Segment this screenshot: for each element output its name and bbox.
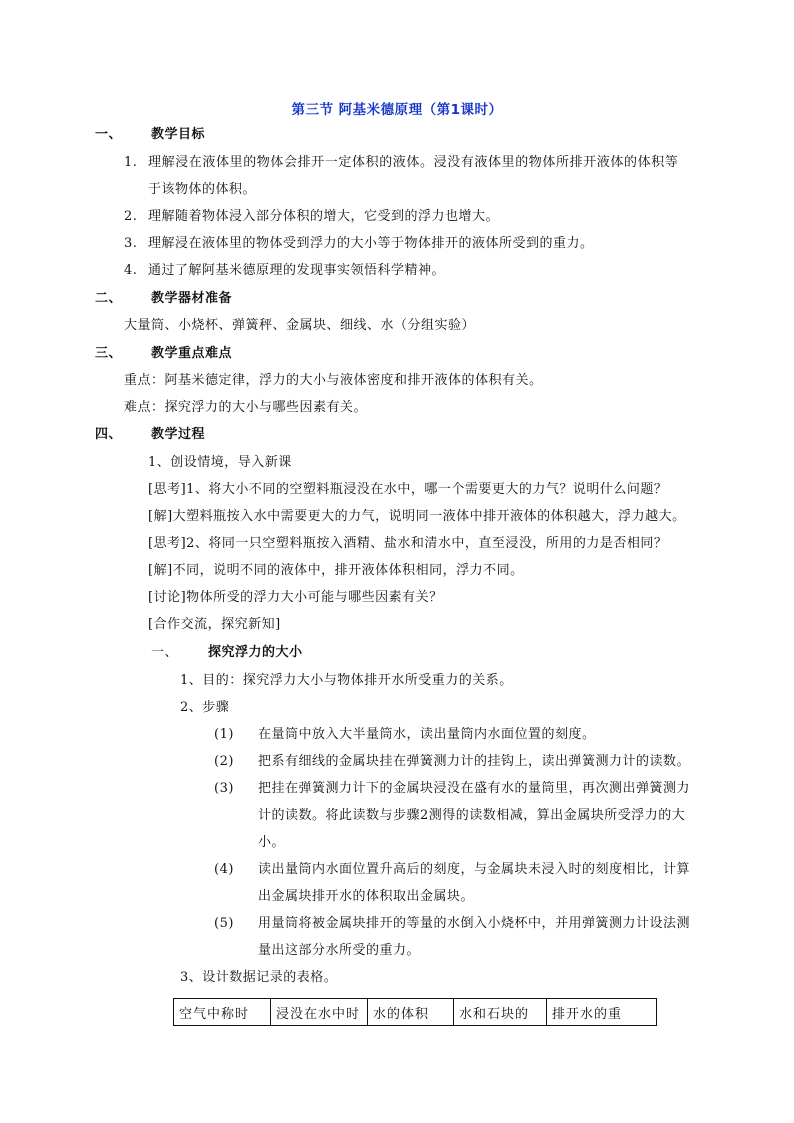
goal-3-text: 理解浸在液体里的物体受到浮力的大小等于物体排开的液体所受到的重力。	[148, 236, 594, 251]
goal-2-number: 2.	[124, 209, 138, 224]
goal-4-number: 4.	[124, 263, 138, 278]
section4-heading: 教学过程	[151, 427, 206, 442]
step-5-text-cont: 量出这部分水所受的重力。	[258, 943, 421, 958]
cooperation-heading: [合作交流，探究新知]	[148, 617, 281, 632]
subsection-number: 一、	[151, 645, 179, 660]
section4-number: 四、	[95, 427, 123, 442]
table-header-cell: 水和石块的	[454, 999, 547, 1026]
table-header-row	[174, 999, 657, 1026]
section2-heading: 教学器材准备	[151, 291, 233, 306]
table-header-cell: 空气中称时	[174, 999, 271, 1026]
think-question-1: [思考]1、将大小不同的空塑料瓶浸没在水中，哪一个需要更大的力气？说明什么问题？	[148, 482, 668, 497]
step-3-number: (3)	[214, 781, 234, 796]
goal-4-text: 通过了解阿基米德原理的发现事实领悟科学精神。	[148, 263, 446, 278]
experiment-purpose: 1、目的：探究浮力大小与物体排开水所受重力的关系。	[180, 673, 513, 688]
process-intro: 1、创设情境，导入新课	[148, 455, 292, 470]
goal-1-text-cont: 于该物体的体积。	[148, 182, 257, 197]
subsection-heading: 探究浮力的大小	[208, 645, 303, 660]
table-label: 3、设计数据记录的表格。	[180, 970, 338, 985]
step-3-text-end: 小。	[258, 835, 286, 850]
goal-1-text: 理解浸在液体里的物体会排开一定体积的液体。浸没有液体里的物体所排开液体的体积等	[148, 155, 679, 170]
step-4-text-cont: 出金属块排开水的体积取出金属块。	[258, 889, 475, 904]
section3-number: 三、	[95, 346, 123, 361]
section2-number: 二、	[95, 291, 123, 306]
step-5-number: (5)	[214, 916, 234, 931]
step-2-text: 把系有细线的金属块挂在弹簧测力计的挂钩上，读出弹簧测力计的读数。	[258, 754, 691, 769]
step-4-number: (4)	[214, 862, 234, 877]
step-1-number: (1)	[214, 727, 234, 742]
step-1-text: 在量筒中放入大半量筒水，读出量筒内水面位置的刻度。	[258, 727, 596, 742]
section3-heading: 教学重点难点	[151, 346, 233, 361]
goal-1-number: 1.	[124, 155, 138, 170]
step-4-text: 读出量筒内水面位置升高后的刻度，与金属块未浸入时的刻度相比，计算	[258, 862, 691, 877]
step-5-text: 用量筒将被金属块排开的等量的水倒入小烧杯中，并用弹簧测力计设法测	[258, 916, 691, 931]
steps-label: 2、步骤	[180, 700, 230, 715]
table-header-cell: 水的体积	[368, 999, 454, 1026]
answer-2: [解]不同，说明不同的液体中，排开液体体积相同，浮力不同。	[148, 563, 524, 578]
difficult-point: 难点：探究浮力的大小与哪些因素有关。	[124, 400, 368, 415]
answer-1: [解]大塑料瓶按入水中需要更大的力气，说明同一液体中排开液体的体积越大，浮力越大。	[148, 509, 686, 524]
data-record-table	[173, 998, 657, 1026]
goal-2-text: 理解随着物体浸入部分体积的增大，它受到的浮力也增大。	[148, 209, 500, 224]
step-2-number: (2)	[214, 754, 234, 769]
equipment-list: 大量筒、小烧杯、弹簧秤、金属块、细线、水（分组实验）	[124, 318, 476, 333]
think-question-2: [思考]2、将同一只空塑料瓶按入酒精、盐水和清水中，直至浸没，所用的力是否相同？	[148, 536, 668, 551]
step-3-text: 把挂在弹簧测力计下的金属块浸没在盛有水的量筒里，再次测出弹簧测力	[258, 781, 691, 796]
table-header-cell: 排开水的重	[547, 999, 657, 1026]
key-point: 重点：阿基米德定律，浮力的大小与液体密度和排开液体的体积有关。	[124, 373, 543, 388]
page-title: 第三节 阿基米德原理（第1课时）	[291, 102, 503, 118]
table-header-cell: 浸没在水中时	[271, 999, 368, 1026]
goal-3-number: 3.	[124, 236, 138, 251]
section1-heading: 教学目标	[151, 127, 206, 142]
step-3-text-cont: 计的读数。将此读数与步骤2测得的读数相减，算出金属块所受浮力的大	[258, 808, 686, 823]
section1-number: 一、	[95, 127, 123, 142]
discussion-prompt: [讨论]物体所受的浮力大小可能与哪些因素有关？	[148, 590, 443, 605]
